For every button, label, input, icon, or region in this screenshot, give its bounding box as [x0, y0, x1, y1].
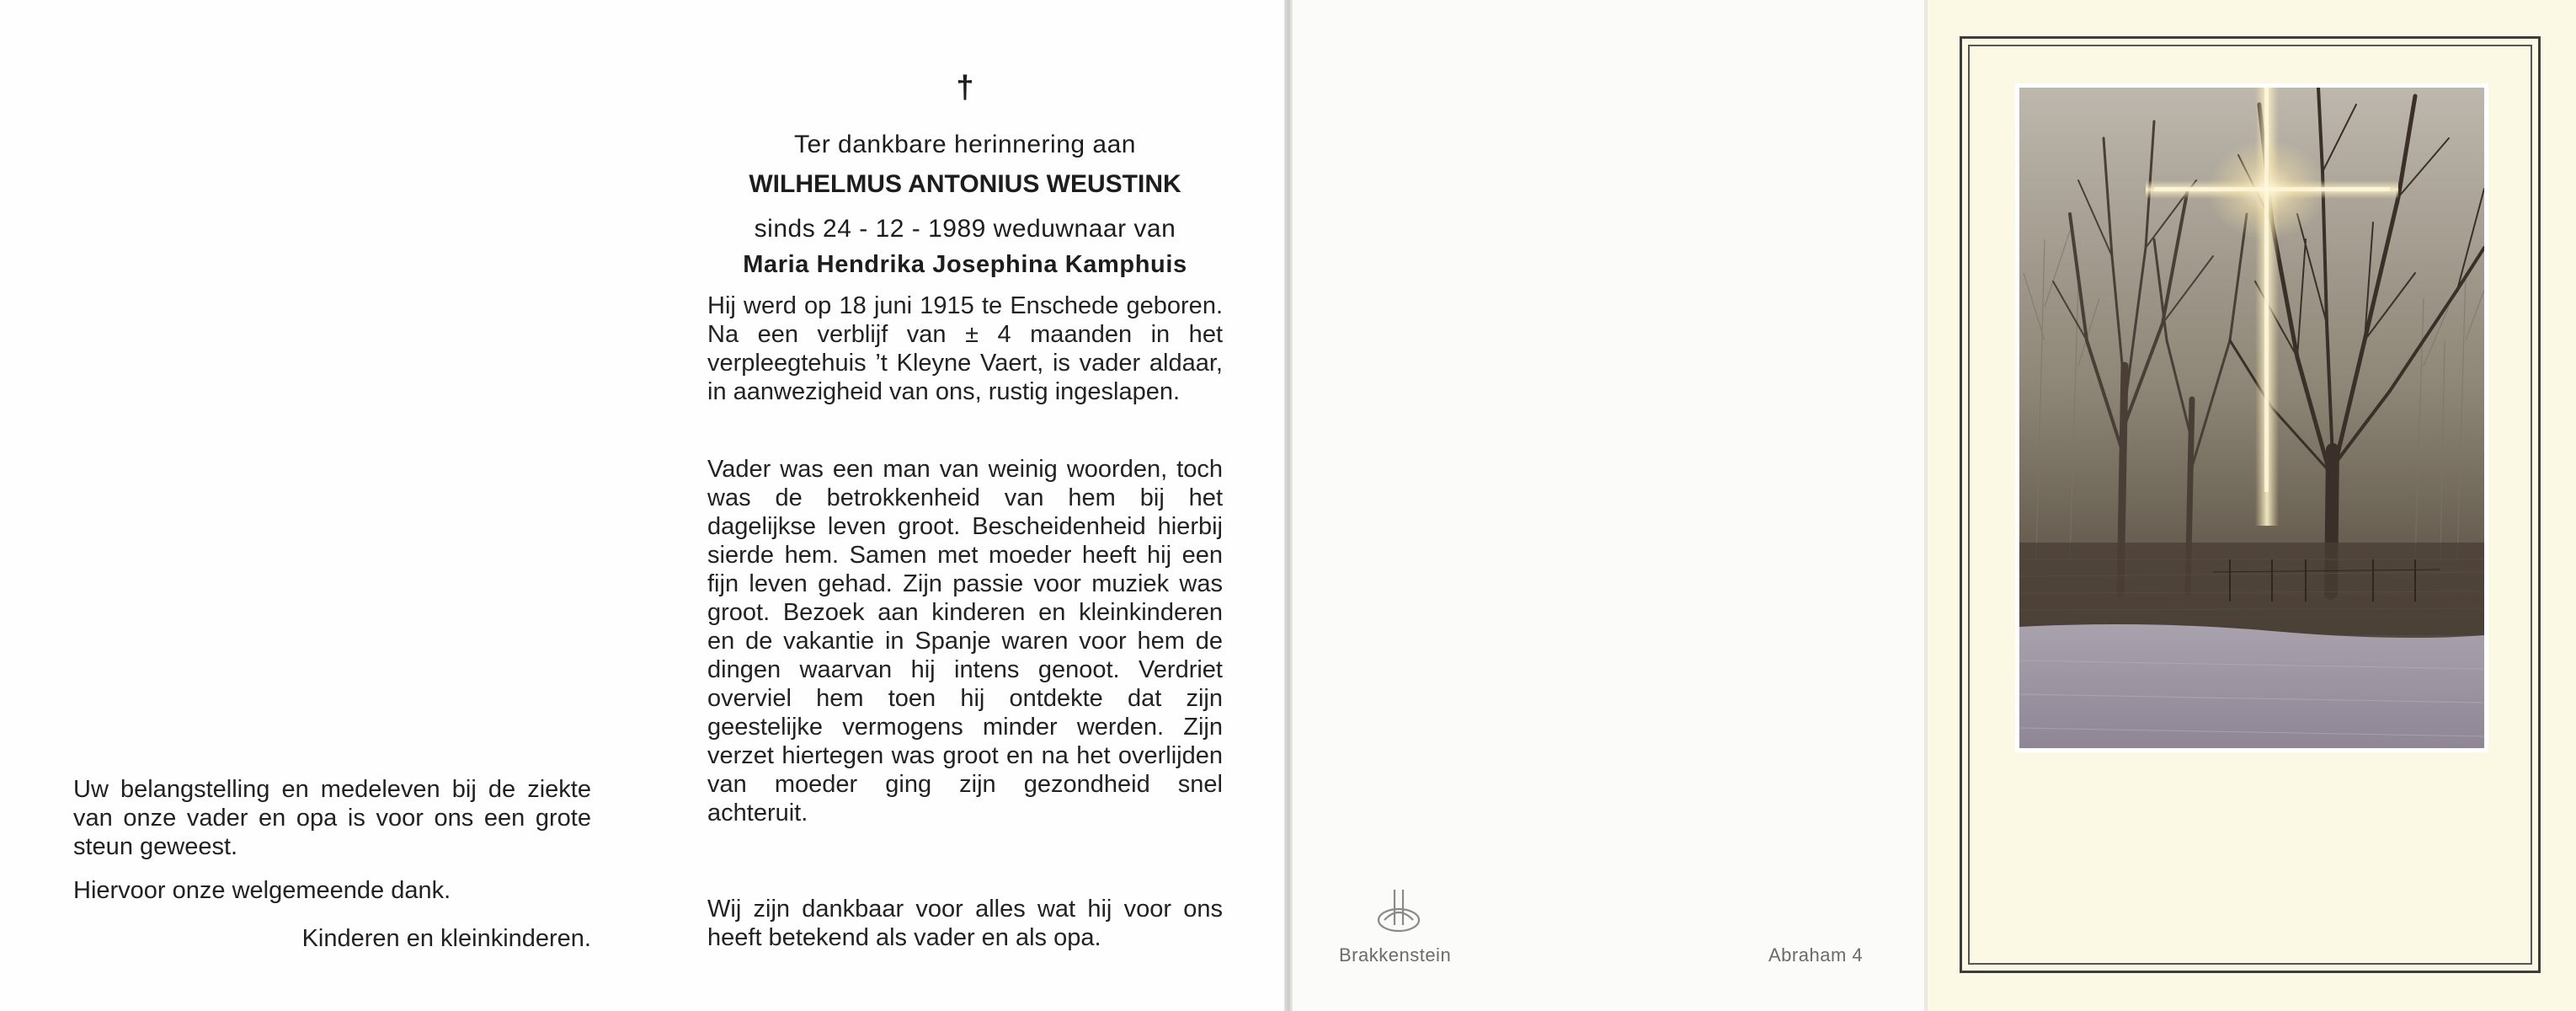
middle-panel	[1293, 0, 1924, 1011]
memorial-intro: Ter dankbare herinnering aan	[794, 131, 1136, 158]
biography-paragraph-1: Hij werd op 18 juni 1915 te Enschede geboren. Na een verblijf van ± 4 maanden in het verpleegtehuis ’t Kleyne Vaert, is vader aldaar, in aanwezigheid van ons, rustig ingeslapen.	[707, 292, 1223, 405]
cross-icon: †	[956, 70, 974, 105]
publisher-name: Brakkenstein	[1339, 944, 1452, 966]
spouse-name: Maria Hendrika Josephina Kamphuis	[743, 251, 1187, 278]
deceased-name: WILHELMUS ANTONIUS WEUSTINK	[749, 170, 1181, 198]
widow-line: sinds 24 - 12 - 1989 weduwnaar van	[754, 215, 1176, 243]
thanks-paragraph: Uw belangstelling en medeleven bij de ziekte van onze vader en opa is voor ons een grote steun geweest.	[73, 776, 591, 860]
card-code: Abraham 4	[1768, 944, 1864, 966]
biography-paragraph-2: Vader was een man van weinig woorden, toch was de betrokkenheid van hem bij het dagelijkse leven groot. Bescheidenheid hierbij sierde hem. Samen met moeder heeft hij een fijn leven gehad. Zijn passie voor muziek was groot. Bezoek aan kinderen en kleinkinderen en de vakantie in Spanje waren voor hem de dingen waarvan hij intens genoot. Verdriet overviel hem toen hij ontdekte dat zijn geestelijke vermogens minder werden. Zijn verzet hiertegen was groot en na het overlijden van moeder ging zijn gezondheid snel achteruit.	[707, 456, 1223, 826]
thanks-line: Hiervoor onze welgemeende dank.	[73, 877, 451, 904]
brakkenstein-logo-icon	[1373, 886, 1425, 937]
card-fold	[1284, 0, 1293, 1011]
cross-over-trees-photo	[2019, 88, 2484, 748]
thanks-signature: Kinderen en kleinkinderen.	[301, 925, 591, 952]
biography-paragraph-3: Wij zijn dankbaar voor alles wat hij voor ons heeft betekend als vader en als opa.	[707, 896, 1223, 951]
